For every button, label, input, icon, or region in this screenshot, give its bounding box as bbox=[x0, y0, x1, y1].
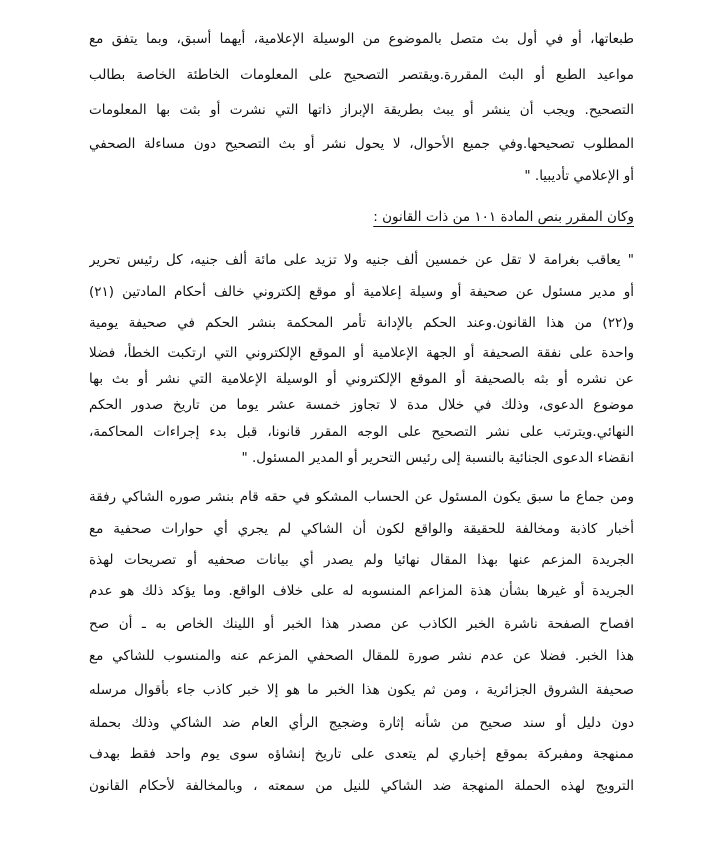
paragraph-2-line-7: صحيفة الشروق الجزائرية ، ومن ثم يكون هذا الخبر ما هو إلا خبر كاذب جاء بأقوال مرسله bbox=[89, 682, 634, 698]
paragraph-1-line-3: التصحيح. ويجب أن ينشر أو يبث بطريقة الإبراز ذاتها التي نشرت أو بثت بها المعلومات bbox=[89, 102, 634, 118]
quote-line-6: موضوع الدعوى، وذلك في خلال مدة لا تجاوز خمسة عشر يوما من تاريخ صدور الحكم bbox=[89, 397, 634, 413]
quote-line-3: و(٢٢) من هذا القانون.وعند الحكم بالإدانة تأمر المحكمة بنشر الحكم في صحيفة يومية bbox=[89, 315, 634, 331]
paragraph-1-line-2: مواعيد الطبع أو البث المقررة.ويقتصر التصحيح على المعلومات الخاطئة الخاصة بطالب bbox=[89, 67, 634, 83]
quote-line-5: عن نشره أو بثه بالصحيفة أو الموقع الإلكتروني أو الوسيلة الإعلامية التي نشر أو بث بها bbox=[89, 371, 634, 387]
paragraph-2-line-5: افصاح الصفحة ناشرة الخبر الكاذب عن مصدر هذا الخبر أو اللينك الخاص به ـ أن صح bbox=[89, 616, 634, 632]
quote-line-7: النهائي.ويترتب على نشر التصحيح على الوجه المقرر قانونا، قبل بدء إجراءات المحاكمة، bbox=[89, 424, 634, 440]
quote-line-4: واحدة على نفقة الصحيفة أو الجهة الإعلامية أو الموقع الإلكتروني التي ارتكبت الخطأ، فضلا bbox=[89, 345, 634, 361]
paragraph-1-line-5: أو الإعلامي تأديبيا. " bbox=[524, 168, 634, 184]
quote-line-2: أو مدير مسئول عن صحيفة أو وسيلة إعلامية أو موقع إلكتروني خالف أحكام المادتين (٢١) bbox=[89, 284, 634, 300]
paragraph-2-line-6: هذا الخبر. فضلا عن عدم نشر صورة للمقال الصحفي المزعم عنه والمنسوب للشاكي مع bbox=[89, 648, 634, 664]
paragraph-2-line-1: ومن جماع ما سبق يكون المسئول عن الحساب المشكو في حقه قام بنشر صوره الشاكي رفقة bbox=[89, 489, 634, 505]
quote-line-1: " يعاقب بغرامة لا تقل عن خمسين ألف جنيه ولا تزيد على مائة ألف جنيه، كل رئيس تحرير bbox=[89, 252, 634, 268]
quote-line-8: انقضاء الدعوى الجنائية بالنسبة إلى رئيس التحرير أو المدير المسئول. " bbox=[241, 450, 634, 466]
paragraph-1-line-4: المطلوب تصحيحها.وفي جميع الأحوال، لا يحول نشر أو بث التصحيح دون مساءلة الصحفي bbox=[89, 136, 634, 152]
paragraph-2-line-3: الجريدة المزعم عنها بهذا المقال نهائيا ولم يصدر أي بيانات صحفيه أو تصريحات لهذة bbox=[89, 552, 634, 568]
article-heading: وكان المقرر بنص المادة ١٠١ من ذات القانون : bbox=[373, 209, 634, 225]
paragraph-2-line-8: دون دليل أو سند صحيح من شأنه إثارة وضجيج الرأي العام ضد الشاكي وذلك بحملة bbox=[89, 715, 634, 731]
paragraph-2-line-4: الجريدة أو غيرها بشأن هذة المزاعم المنسوبه له على خلاف الواقع. وما يؤكد ذلك هو عدم bbox=[89, 583, 634, 599]
paragraph-2-line-9: ممنهجة ومفبركة بموقع إخباري لم يتعدى على تاريخ إنشاؤه سوى يوم واحد فقط بهدف bbox=[89, 746, 634, 762]
paragraph-1-line-1: طبعاتها، أو في أول بث متصل بالموضوع من الوسيلة الإعلامية، أيهما أسبق، وبما يتفق مع bbox=[89, 31, 634, 47]
paragraph-2-line-2: أخبار كاذبة ومخالفة للحقيقة والواقع لكون أن الشاكي لم يجري أي حوارات صحفية مع bbox=[89, 521, 634, 537]
paragraph-2-line-10: الترويج لهذه الحملة المنهجة ضد الشاكي للنيل من سمعته ، وبالمخالفة لأحكام القانون bbox=[89, 778, 634, 794]
